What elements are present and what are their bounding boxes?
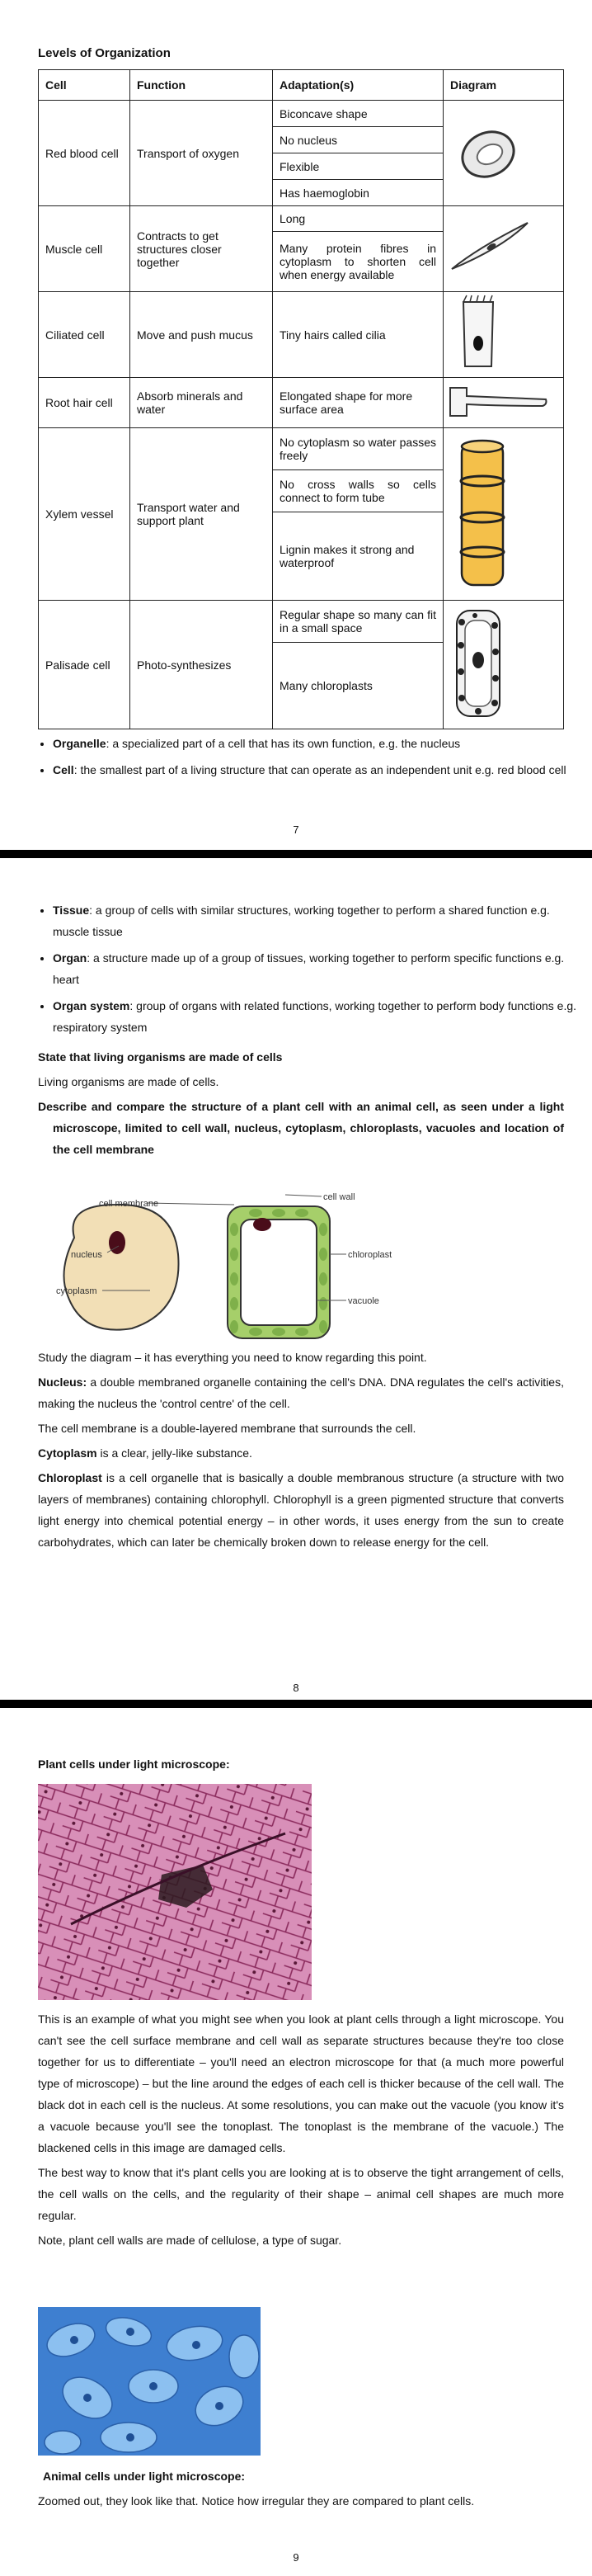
cell-name: Root hair cell [39,378,130,428]
plant-microscope-heading: Plant cells under light microscope: [38,1757,230,1771]
adaptation: No cytoplasm so water passes freely [273,428,443,470]
cell-adaptations [273,601,444,729]
cell-adaptations [273,378,444,428]
term: Organelle [53,737,106,750]
header-function: Function [130,70,273,101]
cell-function: Contracts to get structures closer together [130,206,273,292]
palisade-cell-diagram [444,601,564,729]
animal-cells-micrograph [38,2307,261,2456]
plant-para-2: The best way to know that it's plant cells you are looking at is to observe the tight arrangement of cells, the cell walls on the cells, and the regularity of their shape – animal cell shapes are much more regular. [38,2166,564,2222]
label-cell-wall: cell wall [323,1192,355,1202]
cell-function: Absorb minerals and water [130,378,273,428]
cell-adaptations [273,428,444,601]
adaptation: Biconcave shape [273,101,443,127]
describe-heading: Describe and compare the structure of a plant cell with an animal cell, as seen under a light microscope, limited to cell wall, nucleus, cytoplasm, chloroplasts, vacuoles and location of the cell membrane [38,1100,564,1156]
organization-table [38,69,564,729]
animal-nucleus [109,1231,125,1254]
adaptation: Elongated shape for more surface area [280,389,413,416]
page-number: 7 [293,823,299,836]
plant-nucleus [253,1218,271,1231]
adaptation: Regular shape so many can fit in a small space [273,601,443,643]
cell-adaptations [273,101,444,206]
xylem-vessel-diagram [444,428,564,601]
cell-adaptations [273,292,444,378]
adaptation: Many protein fibres in cytoplasm to shorten cell when energy available [280,242,436,281]
term: Cytoplasm [38,1446,97,1460]
term: Chloroplast [38,1471,102,1484]
animal-cells-notes [38,2465,564,2515]
list-item [53,759,580,781]
animal-text: Zoomed out, they look like that. Notice how irregular they are compared to plant cells. [38,2494,475,2508]
cell-name: Xylem vessel [39,428,130,601]
definition: : a structure made up of a group of tissues, working together to perform specific functions e.g. heart [53,951,565,986]
table-row [39,206,564,292]
list-item [53,733,580,754]
cell-name: Red blood cell [39,101,130,206]
animal-cell-shape [64,1205,179,1330]
red-blood-cell-diagram [444,101,564,206]
label-cytoplasm: cytoplasm [56,1286,97,1296]
term: Tissue [53,903,90,917]
page-9 [0,1708,592,2576]
list-item [53,947,580,990]
definitions-list [38,733,580,786]
cell-structure-notes [38,1347,564,1556]
adaptation: Flexible [273,153,443,180]
cell-name: Ciliated cell [39,292,130,378]
adaptation: No nucleus [273,127,443,153]
adaptation: Tiny hairs called cilia [280,328,386,342]
cytoplasm-paragraph [38,1442,564,1464]
term: Cell [53,763,74,776]
plant-para-1: This is an example of what you might see when you look at plant cells through a light microscope. You can't see the cell surface membrane and cell wall as separate structures because they're too close together for us to differentiate – you'll need an electron microscope for that (a much more powerful type of microscope) – but the line around the edges of each cell is thicker because of the cell wall. The black dot in each cell is the nucleus. At some resolutions, you can make out the vacuole (you know it's a vacuole because you'll see the tonoplast. The tonoplast is the membrane of the vacuole.) The blackened cells in this image are damaged cells. [38,2012,564,2154]
levels-heading: Levels of Organization [38,46,171,60]
adaptation: Has haemoglobin [280,186,369,200]
definition: is a cell organelle that is basically a double membranous structure (a structure with two layers of membranes) containing chlorophyll. Chlorophyll is a green pigmented structure that converts light energy into chemical potential energy – in other words, it uses energy from the sun to create carbohydrates, which can later be chemically broken down to release energy for the cell. [38,1471,564,1549]
cell-adaptations [273,206,444,292]
page-8 [0,858,592,1700]
state-text: Living organisms are made of cells. [38,1075,219,1088]
table-row [39,378,564,428]
study-text: Study the diagram – it has everything you need to know regarding this point. [38,1351,427,1364]
page-7 [0,0,592,850]
list-item [53,995,580,1038]
list-item [53,899,580,942]
definition: : group of organs with related functions, working together to perform body functions e.g. respiratory system [53,999,577,1034]
plant-cells-notes [38,2008,564,2254]
definition: : the smallest part of a living structure that can operate as an independent unit e.g. red blood cell [73,763,566,776]
adaptation: No cross walls so cells connect to form tube [273,470,443,512]
state-heading: State that living organisms are made of cells [38,1050,283,1064]
label-cell-membrane: cell membrane [99,1199,159,1209]
plant-cells-micrograph [38,1784,312,2000]
membrane-text: The cell membrane is a double-layered membrane that surrounds the cell. [38,1422,416,1435]
animal-heading: Animal cells under light microscope: [43,2470,246,2483]
header-adaptations: Adaptation(s) [273,70,444,101]
plant-para-3: Note, plant cell walls are made of cellulose, a type of sugar. [38,2234,342,2247]
state-section [38,1046,564,1163]
header-diagram: Diagram [444,70,564,101]
cell-comparison-diagram [49,1188,412,1345]
cell-name: Palisade cell [39,601,130,729]
table-header-row [39,70,564,101]
term: Organ system [53,999,130,1012]
table-row [39,292,564,378]
plant-vacuole [241,1220,317,1325]
root-hair-cell-diagram [444,378,564,428]
definition: : a group of cells with similar structures, working together to perform a shared function e.g. muscle tissue [53,903,550,938]
chloroplast-paragraph [38,1467,564,1553]
label-vacuole: vacuole [348,1296,379,1306]
muscle-cell-diagram [444,206,564,292]
term: Organ [53,951,87,965]
label-nucleus: nucleus [71,1250,102,1260]
cell-function: Photo-synthesizes [130,601,273,729]
cell-function: Transport water and support plant [130,428,273,601]
table-row [39,601,564,729]
cell-function: Transport of oxygen [130,101,273,206]
label-chloroplast: chloroplast [348,1250,392,1260]
term: Nucleus: [38,1375,87,1389]
cell-name: Muscle cell [39,206,130,292]
table-row [39,101,564,206]
adaptation: Many chloroplasts [280,679,373,692]
ciliated-cell-diagram [444,292,564,378]
page-number: 8 [293,1682,299,1694]
cell-function: Move and push mucus [130,292,273,378]
definition: a double membraned organelle containing the cell's DNA. DNA regulates the cell's activities, making the nucleus the 'control centre' of the cell. [38,1375,564,1410]
definition: is a clear, jelly-like substance. [96,1446,252,1460]
table-row [39,428,564,601]
definition: : a specialized part of a cell that has its own function, e.g. the nucleus [106,737,461,750]
adaptation: Lignin makes it strong and waterproof [280,543,415,569]
header-cell: Cell [39,70,130,101]
page-number: 9 [293,2551,299,2564]
nucleus-paragraph [38,1371,564,1414]
definitions-list [38,899,580,1043]
adaptation: Long [273,206,443,232]
